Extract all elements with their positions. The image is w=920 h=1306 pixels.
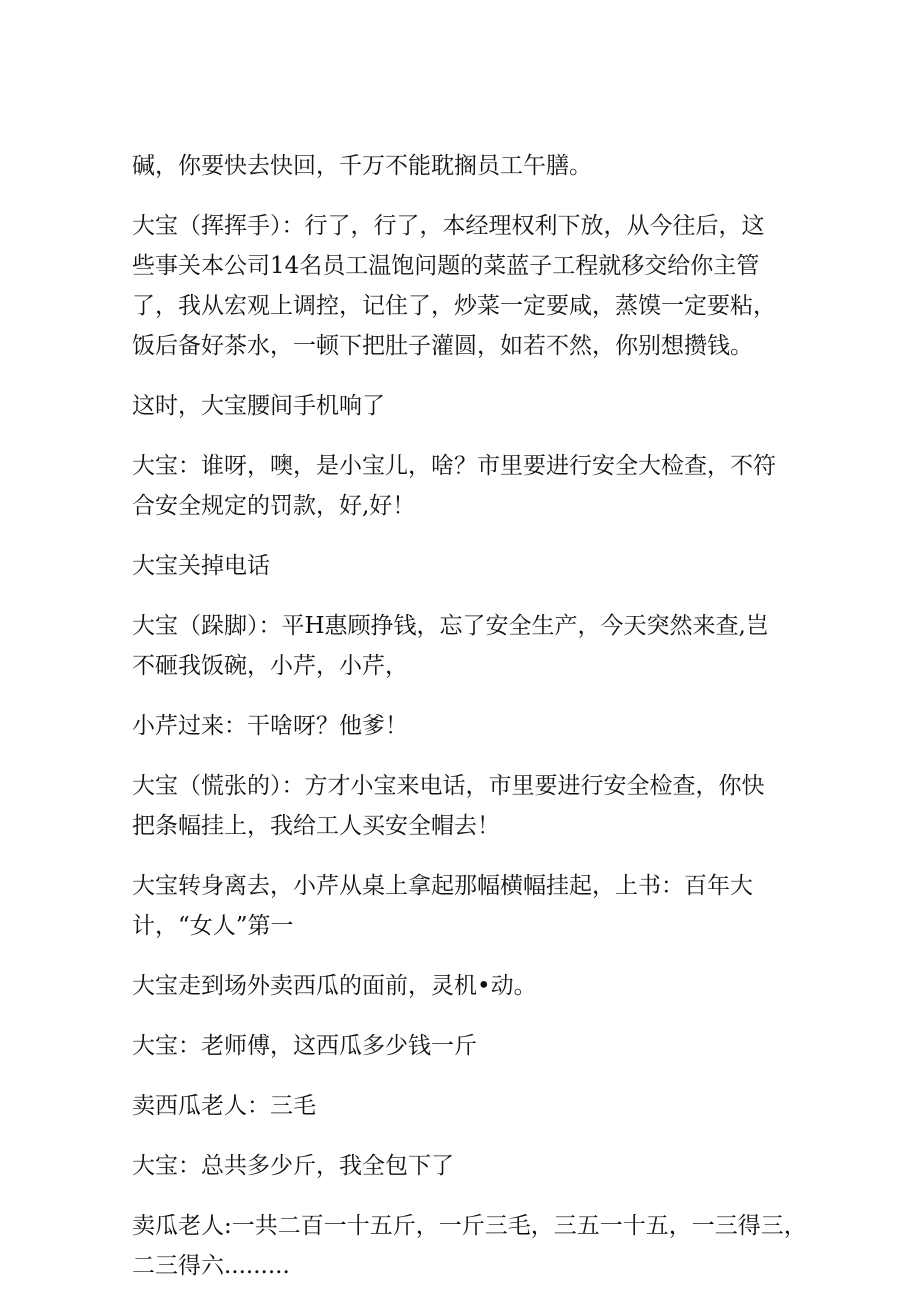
text-line: 些事关本公司14名员工温饱问题的菜蓝子工程就移交给你主管 xyxy=(132,253,760,279)
text-line: 卖瓜老人:一共二百一十五斤，一斤三毛，三五一十五，一三得三， xyxy=(132,1213,807,1239)
paragraph-9 xyxy=(132,866,812,946)
document-page xyxy=(132,146,812,1306)
text-line: 大宝（挥挥手）：行了，行了，本经理权利下放，从今往后，这 xyxy=(132,213,765,239)
paragraph-13 xyxy=(132,1146,812,1186)
text-line: 合安全规定的罚款，好,好！ xyxy=(132,493,416,519)
paragraph-4 xyxy=(132,446,812,526)
paragraph-1 xyxy=(132,146,812,186)
text-line: 了，我从宏观上调控，记住了，炒菜一定要咸，蒸馍一定要粘， xyxy=(132,293,776,319)
paragraph-10 xyxy=(132,966,812,1006)
text-line: 大宝：老师傅，这西瓜多少钱一斤 xyxy=(132,1033,477,1059)
text-line: 小芹过来：干啥呀？他爹！ xyxy=(132,713,408,739)
text-line: 大宝关掉电话 xyxy=(132,553,270,579)
text-line: 大宝：谁呀，噢，是小宝儿，啥？市里要进行安全大检查，不符 xyxy=(132,453,776,479)
text-line: 这时，大宝腰间手机响了 xyxy=(132,393,385,419)
text-line: 计，“女人”第一 xyxy=(132,913,294,939)
paragraph-12 xyxy=(132,1086,812,1126)
paragraph-6 xyxy=(132,606,812,686)
paragraph-3 xyxy=(132,386,812,426)
paragraph-5 xyxy=(132,546,812,586)
text-line: 大宝（跺脚）：平H惠顾挣钱，忘了安全生产，今天突然来查,岂 xyxy=(132,613,769,639)
text-line: 碱，你要快去快回，千万不能耽搁员工午膳。 xyxy=(132,153,592,179)
text-line: 大宝：总共多少斤，我全包下了 xyxy=(132,1153,454,1179)
text-line: 大宝转身离去，小芹从桌上拿起那幅横幅挂起，上书：百年大 xyxy=(132,873,753,899)
text-line: 大宝走到场外卖西瓜的面前，灵机•动。 xyxy=(132,973,537,999)
text-line: 二三得六......... xyxy=(132,1253,290,1279)
text-line: 大宝（慌张的）：方才小宝来电话，市里要进行安全检查，你快 xyxy=(132,773,765,799)
paragraph-2 xyxy=(132,206,812,366)
text-line: 不砸我饭碗，小芹，小芹， xyxy=(132,653,408,679)
paragraph-11 xyxy=(132,1026,812,1066)
paragraph-7 xyxy=(132,706,812,746)
text-line: 饭后备好茶水，一顿下把肚子灌圆，如若不然，你别想攒钱。 xyxy=(132,333,753,359)
paragraph-8 xyxy=(132,766,812,846)
text-line: 把条幅挂上，我给工人买安全帽去！ xyxy=(132,813,500,839)
paragraph-14 xyxy=(132,1206,812,1286)
text-line: 卖西瓜老人：三毛 xyxy=(132,1093,316,1119)
